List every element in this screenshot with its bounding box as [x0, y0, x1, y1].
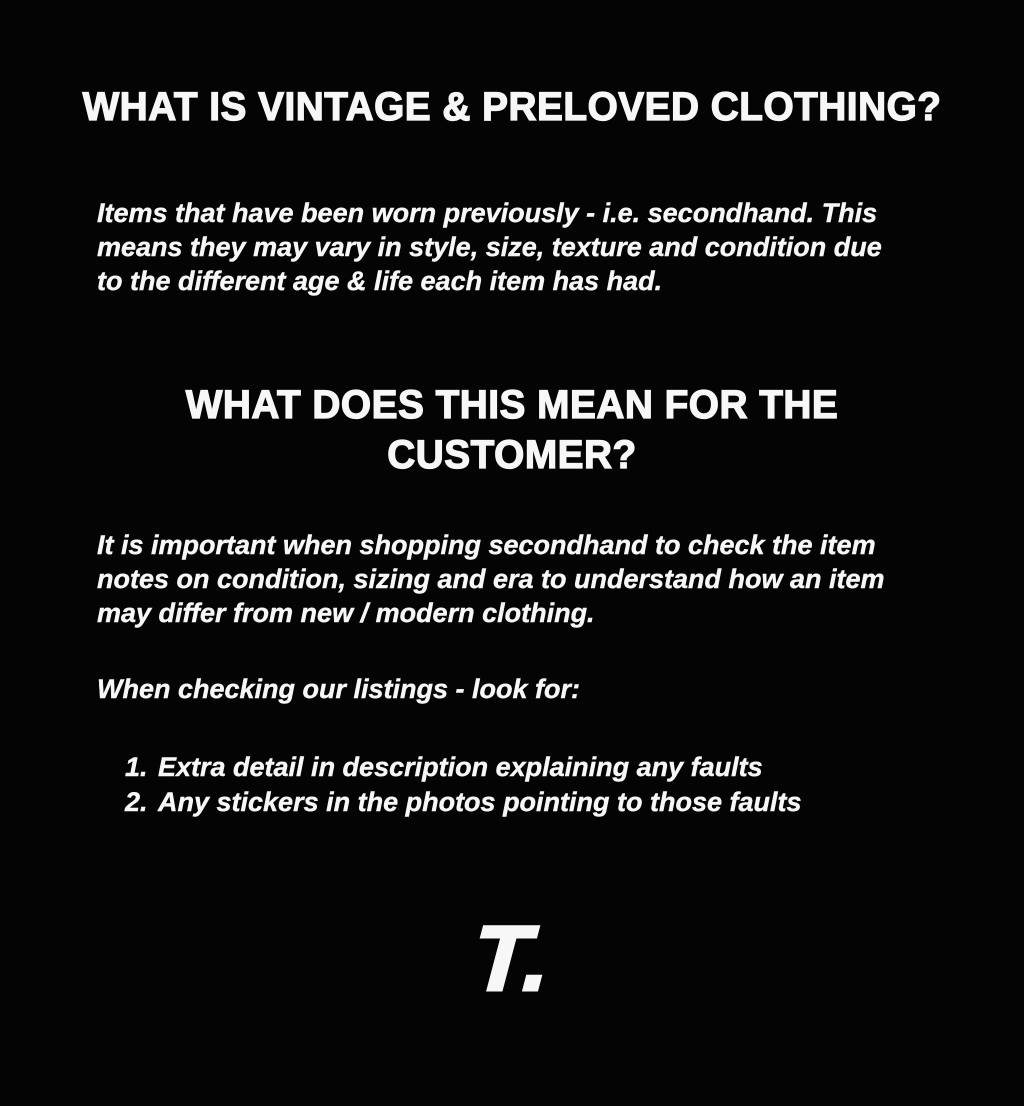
intro-paragraph [0, 196, 1024, 298]
checklist-number: 2. [125, 787, 148, 817]
checklist [0, 750, 1024, 820]
intro-line: to the different age & life each item has had. [97, 266, 663, 296]
brand-logo: T. [469, 908, 555, 1010]
page-title: WHAT IS VINTAGE & PRELOVED CLOTHING? [82, 85, 942, 129]
customer-line: notes on condition, sizing and era to understand how an item [97, 564, 885, 594]
customer-line: It is important when shopping secondhand to check the item [97, 530, 876, 560]
checklist-number: 1. [125, 752, 148, 782]
intro-line: Items that have been worn previously - i.e. secondhand. This [97, 198, 878, 228]
customer-paragraph [0, 528, 1024, 630]
customer-line: may differ from new / modern clothing. [97, 598, 595, 628]
checklist-item [125, 785, 984, 820]
listings-lead: When checking our listings - look for: [97, 674, 581, 704]
subtitle-line: WHAT DOES THIS MEAN FOR THE [185, 383, 839, 427]
checklist-item [125, 750, 984, 785]
intro-line: means they may vary in style, size, texture and condition due [97, 232, 882, 262]
checklist-text: Any stickers in the photos pointing to those faults [158, 787, 802, 817]
subtitle-line: CUSTOMER? [387, 433, 637, 477]
infographic-page [0, 82, 1024, 1106]
section-subtitle [15, 380, 1008, 480]
checklist-text: Extra detail in description explaining any faults [158, 752, 763, 782]
